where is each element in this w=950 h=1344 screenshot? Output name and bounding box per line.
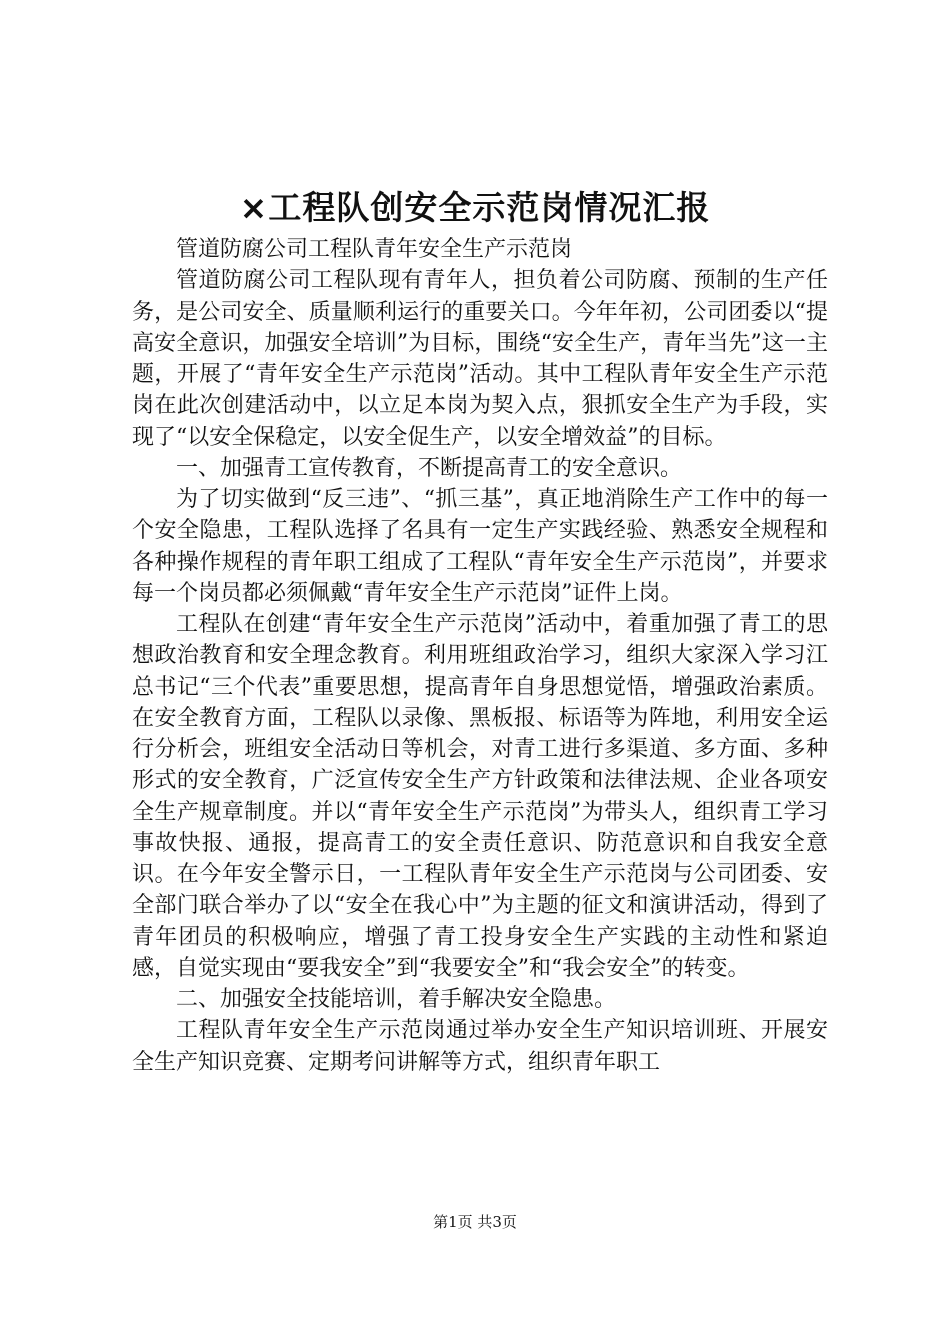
section-heading-2: 二、加强安全技能培训，着手解决安全隐患。 (176, 987, 617, 1012)
paragraph: 工程队青年安全生产示范岗通过举办安全生产知识培训班、开展安全生产知识竞赛、定期考问讲解等方式，组织青年职工 (132, 1018, 828, 1075)
page-footer: 第1页 共3页 (433, 1213, 517, 1231)
paragraph-intro: 管道防腐公司工程队现有青年人，担负着公司防腐、预制的生产任务，是公司安全、质量顺利运行的重要关口。今年年初，公司团委以“提高安全意识，加强安全培训”为目标，围绕“安全生产，青年当先”这一主题，开展了“青年安全生产示范岗”活动。其中工程队青年安全生产示范岗在此次创建活动中，以立足本岗为契入点，狠抓安全生产为手段，实现了“以安全保稳定，以安全促生产，以安全增效益”的目标。 (132, 268, 828, 450)
paragraph-subtitle: 管道防腐公司工程队青年安全生产示范岗 (176, 237, 573, 262)
paragraph: 工程队在创建“青年安全生产示范岗”活动中，着重加强了青工的思想政治教育和安全理念教育。利用班组政治学习，组织大家深入学习江总书记“三个代表”重要思想，提高青年自身思想觉悟，增强政治素质。在安全教育方面，工程队以录像、黑板报、标语等为阵地，利用安全运行分析会，班组安全活动日等机会，对青工进行多渠道、多方面、多种形式的安全教育，广泛宣传安全生产方针政策和法律法规、企业各项安全生产规章制度。并以“青年安全生产示范岗”为带头人，组织青工学习事故快报、通报，提高青工的安全责任意识、防范意识和自我安全意识。在今年安全警示日，一工程队青年安全生产示范岗与公司团委、安全部门联合举办了以“安全在我心中”为主题的征文和演讲活动，得到了青年团员的积极响应，增强了青工投身安全生产实践的主动性和紧迫感，自觉实现由“要我安全”到“我要安全”和“我会安全”的转变。 (132, 612, 828, 981)
document-body (132, 234, 828, 1078)
paragraph: 为了切实做到“反三违”、“抓三基”，真正地消除生产工作中的每一个安全隐患，工程队选择了名具有一定生产实践经验、熟悉安全规程和各种操作规程的青年职工组成了工程队“青年安全生产示范岗”，并要求每一个岗员都必须佩戴“青年安全生产示范岗”证件上岗。 (132, 487, 828, 606)
section-heading-1: 一、加强青工宣传教育，不断提高青工的安全意识。 (176, 455, 683, 481)
document-title: ×工程队创安全示范岗情况汇报 (239, 188, 711, 227)
